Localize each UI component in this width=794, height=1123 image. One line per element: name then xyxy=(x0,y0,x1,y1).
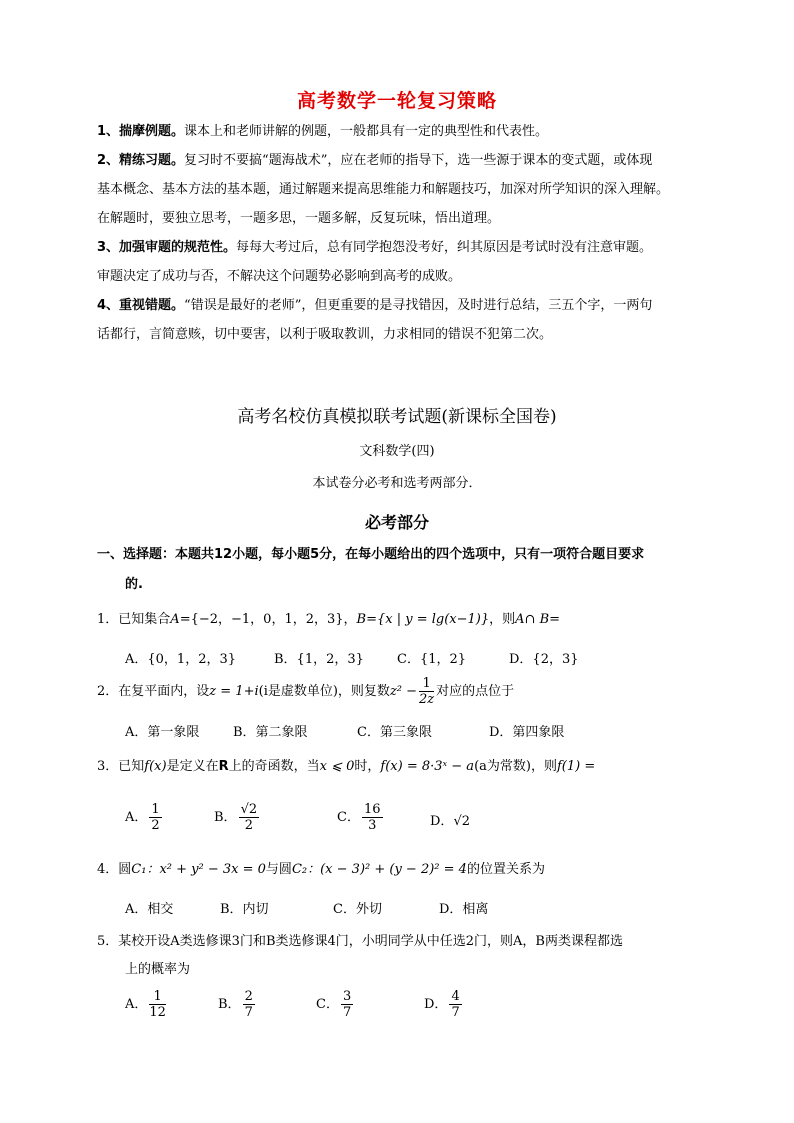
exam-subtitle: 文科数学(四) xyxy=(359,444,435,459)
q1-option-d: D．{2，3} xyxy=(509,652,579,667)
q3-option-d: D．√2 xyxy=(430,814,470,829)
question-4: 4．圆C₁：x² + y² − 3x = 0与圆C₂：(x − 3)² + (y − 2)² = 4的位置关系为 xyxy=(97,862,545,877)
question-1: 1．已知集合A={−2，−1，0，1，2，3}，B={x | y = lg(x−1)}，则A∩ B= xyxy=(97,612,561,627)
question-3: 3．已知f(x)是定义在R上的奇函数，当x ⩽ 0时，f(x) = 8·3ˣ − a(a为常数)，则f(1) = xyxy=(97,759,596,774)
q3-option-b: B． $\frac{√2}{2}$ xyxy=(214,802,258,833)
q2-option-d: D．第四象限 xyxy=(489,725,565,740)
q5-option-c: C． $\frac{3}{7}$ xyxy=(316,989,352,1020)
strategy-2-line-2: 基本概念、基本方法的基本题，通过解题来提高思维能力和解题技巧，加深对所学知识的深入理解。 xyxy=(97,182,670,197)
strategy-4: 4、重视错题。“错误是最好的老师”，但更重要的是寻找错因，及时进行总结，三五个字，一两句 xyxy=(97,298,653,313)
q1-option-a: A．{0，1，2，3} xyxy=(125,652,237,667)
strategy-1: 1、揣摩例题。课本上和老师讲解的例题，一般都具有一定的典型性和代表性。 xyxy=(97,124,549,139)
q4-option-a: A．相交 xyxy=(125,902,174,917)
q3-option-c: C． $\frac{16}{3}$ xyxy=(337,802,381,833)
strategy-3-line-2: 审题决定了成功与否，不解决这个问题势必影响到高考的成败。 xyxy=(97,269,462,284)
instruction-line-2: 的. xyxy=(125,577,143,592)
section-title: 必考部分 xyxy=(364,513,429,532)
q1-option-c: C．{1，2} xyxy=(397,652,467,667)
q2-option-a: A．第一象限 xyxy=(125,725,200,740)
q5-option-a: A． $\frac{1}{12}$ xyxy=(125,989,166,1020)
q2-option-c: C．第三象限 xyxy=(357,725,432,740)
strategy-4-line-2: 话都行，言简意赅，切中要害，以利于吸取教训，力求相同的错误不犯第二次。 xyxy=(97,327,553,342)
q2-fraction: $\frac{1}{2z}$ xyxy=(419,676,435,707)
q4-option-c: C．外切 xyxy=(333,902,382,917)
strategy-3: 3、加强审题的规范性。每每大考过后，总有同学抱怨没考好，纠其原因是考试时没有注意审题。 xyxy=(97,240,653,255)
question-2: 2．在复平面内，设z = 1+i(i是虚数单位)，则复数z² − $\frac{1}{2z}$ 对应的点位于 xyxy=(97,676,515,707)
q5-option-d: D． $\frac{4}{7}$ xyxy=(424,989,460,1020)
question-5: 5．某校开设A类选修课3门和B类选修课4门，小明同学从中任选2门，则A，B两类课程都选 xyxy=(97,934,623,949)
instruction-line-1: 一、选择题：本题共12小题，每小题5分，在每小题给出的四个选项中，只有一项符合题目要求 xyxy=(97,547,645,562)
strategy-2: 2、精练习题。复习时不要搞“题海战术”，应在老师的指导下，选一些源于课本的变式题，或体现 xyxy=(97,153,653,168)
exam-note: 本试卷分必考和选考两部分． xyxy=(312,476,482,491)
q4-option-b: B．内切 xyxy=(220,902,269,917)
strategy-2-line-3: 在解题时，要独立思考，一题多思，一题多解，反复玩味，悟出道理。 xyxy=(97,211,501,226)
q3-option-a: A． $\frac{1}{2}$ xyxy=(125,802,160,833)
q1-option-b: B．{1，2，3} xyxy=(274,652,364,667)
q4-option-d: D．相离 xyxy=(439,902,489,917)
question-5-line-2: 上的概率为 xyxy=(125,962,191,977)
page-title: 高考数学一轮复习策略 xyxy=(296,90,497,112)
exam-title: 高考名校仿真模拟联考试题(新课标全国卷) xyxy=(237,407,557,427)
q5-option-b: B． $\frac{2}{7}$ xyxy=(218,989,253,1020)
q2-option-b: B．第二象限 xyxy=(233,725,308,740)
